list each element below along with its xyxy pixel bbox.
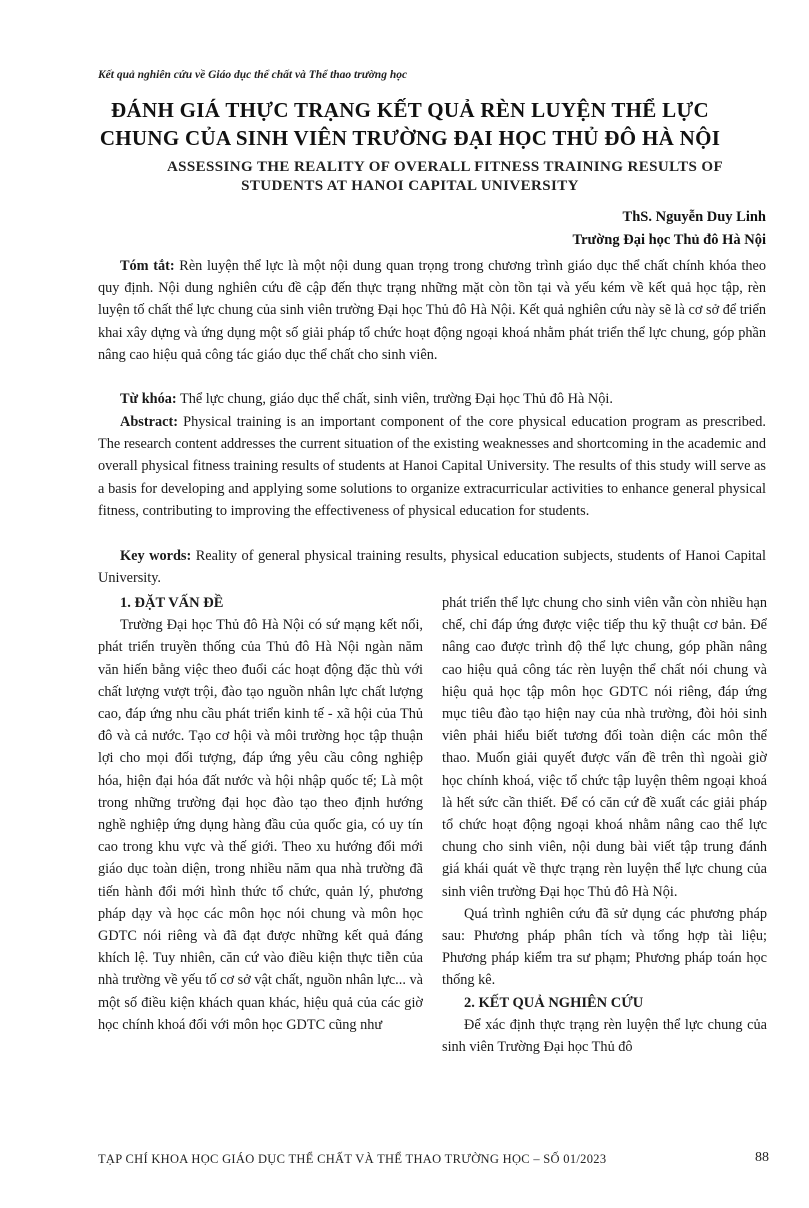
section-1-heading: 1. ĐẶT VẤN ĐỀ xyxy=(120,595,224,611)
title-vn-line-1: ĐÁNH GIÁ THỰC TRẠNG KẾT QUẢ RÈN LUYỆN THỂ LỰC xyxy=(111,98,709,122)
section-2-paragraph-1: Để xác định thực trạng rèn luyện thể lực chung của sinh viên Trường Đại học Thủ đô xyxy=(442,1016,767,1056)
author-affiliation: Trường Đại học Thủ đô Hà Nội xyxy=(572,232,766,248)
keywords-en-label: Key words: xyxy=(120,548,192,564)
title-vn-line-2: CHUNG CỦA SINH VIÊN TRƯỜNG ĐẠI HỌC THỦ ĐÔ HÀ NỘI xyxy=(99,126,721,150)
body-column-left xyxy=(98,592,423,1036)
running-header: Kết quả nghiên cứu về Giáo dục thể chất và Thể thao trường học xyxy=(98,69,408,81)
abstract-vn-label: Tóm tắt: xyxy=(120,258,175,274)
section-2-heading: 2. KẾT QUẢ NGHIÊN CỨU xyxy=(464,994,644,1011)
page-number: 88 xyxy=(755,1150,769,1165)
section-1-paragraph-2: Quá trình nghiên cứu đã sử dụng các phương pháp sau: Phương pháp phân tích và tổng hợp tài liệu; Phương pháp kiểm tra sư phạm; Phương pháp toán học thống kê. xyxy=(442,905,767,989)
title-en-line-2: STUDENTS AT HANOI CAPITAL UNIVERSITY xyxy=(241,178,579,194)
body-column-right xyxy=(442,592,767,1058)
author-name: ThS. Nguyễn Duy Linh xyxy=(622,209,766,225)
section-1-paragraph-1-continued: phát triển thể lực chung cho sinh viên vẫn còn nhiều hạn chế, chỉ đáp ứng được việc tiếp thu kỹ thuật cơ bản. Để nâng cao được trình độ thể lực chung, góp phần nâng cao hiệu quả công tác rèn luyện thể chất nói chung và hiệu quả học tập môn học GDTC nói riêng, đáp ứng mục tiêu đào tạo hiện nay của nhà trường, đòi hỏi sinh viên phải hiểu biết tương đối toàn diện các môn thể thao. Muốn giải quyết được vấn đề trên thì ngoài giờ học chính khoá, việc tổ chức tập luyện thêm ngoại khoá là hết sức cần thiết. Để có căn cứ đề xuất các giải pháp tổ chức hoạt động ngoại khoá nhằm nâng cao thể lực chung cho sinh viên, nội dung bài viết tập trung đánh giá khái quát về thực trạng rèn luyện thể lực chung của sinh viên trường Đại học Thủ đô Hà Nội. xyxy=(442,595,767,900)
abstract-vn xyxy=(98,255,766,366)
abstract-en-text: Physical training is an important component of the core physical education program as prescribed. The research content addresses the current situation of the existing weaknesses and shortcoming in the academic and overall physical fitness training results of students at Hanoi Capital University. The results of this study will serve as a basis for developing and applying some solutions to organize extracurricular activities to enhance general physical fitness, contributing to improving the effectiveness of physical education for students. xyxy=(98,414,766,519)
section-1-paragraph-1: Trường Đại học Thủ đô Hà Nội có sứ mạng kết nối, phát triển truyền thống của Thủ đô Hà Nội ngàn năm văn hiến bằng việc theo đuổi các hoạt động đặc thù với chất lượng vượt trội, đào tạo nguồn nhân lực chất lượng cao, đáp ứng nhu cầu phát triển kinh tế - xã hội của Thủ đô và cả nước. Tạo cơ hội và môi trường học tập thuận lợi cho mọi đối tượng, đáp ứng yêu cầu công nghiệp hóa, hiện đại hóa đất nước và hội nhập quốc tế; Là một trong những trường đại học đào tạo theo định hướng nghề nghiệp ứng dụng hàng đầu của quốc gia, có uy tín cao trong khu vực và thế giới. Theo xu hướng đổi mới giáo dục toàn diện, trong nhiều năm qua nhà trường đã tiến hành đổi mới hình thức tổ chức, quản lý, phương pháp dạy và học các môn học nói chung và môn học GDTC nói riêng và đã đạt được những kết quả đáng khích lệ. Tuy nhiên, căn cứ vào điều kiện thực tiễn của nhà trường về yếu tố cơ sở vật chất, nguồn nhân lực... và một số điều kiện khách quan khác, hiệu quả của các giờ học chính khoá đối với môn học GDTC cũng như xyxy=(98,617,423,1033)
keywords-vn-text: Thể lực chung, giáo dục thể chất, sinh viên, trường Đại học Thủ đô Hà Nội. xyxy=(176,391,613,407)
abstract-vn-text: Rèn luyện thể lực là một nội dung quan trọng trong chương trình giáo dục thể chất chính khóa theo quy định. Nội dung nghiên cứu đề cập đến thực trạng những mặt còn tồn tại và yếu kém về kết quả học tập, rèn luyện tố chất thể lực chung của sinh viên trường Đại học Thủ đô Hà Nội. Kết quả nghiên cứu này sẽ là cơ sở để triển khai xây dựng và ứng dụng một số giải pháp tổ chức hoạt động ngoại khoá nhằm phát triển thể lực chung, góp phần nâng cao hiệu quả công tác giáo dục thể chất cho sinh viên. xyxy=(98,258,767,363)
keywords-vn xyxy=(98,388,766,410)
abstract-en xyxy=(98,411,766,522)
footer-journal-name: TẠP CHÍ KHOA HỌC GIÁO DỤC THỂ CHẤT VÀ THỂ THAO TRƯỜNG HỌC – SỐ 01/2023 xyxy=(98,1152,607,1166)
keywords-vn-label: Từ khóa: xyxy=(120,391,177,407)
abstract-en-label: Abstract: xyxy=(120,414,178,430)
keywords-en xyxy=(98,545,766,589)
keywords-en-text: Reality of general physical training results, physical education subjects, students of Hanoi Capital University. xyxy=(98,548,766,587)
title-en-line-1: ASSESSING THE REALITY OF OVERALL FITNESS TRAINING RESULTS OF xyxy=(166,159,724,175)
